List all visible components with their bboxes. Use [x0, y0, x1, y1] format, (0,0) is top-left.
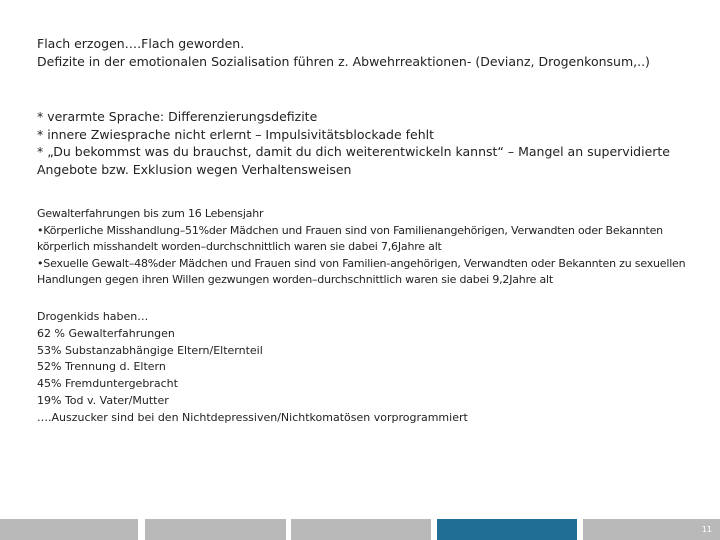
intro-line-2: Defizite in der emotionalen Sozialisation führen z. Abwehrreaktionen- (Devianz, Drogenkonsum,..) [37, 54, 650, 69]
drugkids-section [37, 309, 687, 427]
violence-heading: Gewalterfahrungen bis zum 16 Lebensjahr [37, 207, 264, 220]
footer-segment-active [437, 519, 577, 540]
drugkids-item: 19% Tod v. Vater/Mutter [37, 393, 169, 407]
violence-item: •Körperliche Misshandlung–51%der Mädchen und Frauen sind von Familienangehörigen, Verwandten oder Bekannten körperlich misshandelt worden–durchschnittlich waren sie dabei 7,6Jahre alt [37, 223, 663, 253]
drugkids-heading: Drogenkids haben… [37, 310, 149, 323]
drugkids-item: 53% Substanzabhängige Eltern/Elternteil [37, 343, 263, 357]
drugkids-item: 62 % Gewalterfahrungen [37, 326, 175, 340]
bullet-item: * innere Zwiesprache nicht erlernt – Impulsivitätsblockade fehlt [37, 126, 435, 142]
drugkids-item: 45% Fremduntergebracht [37, 377, 178, 391]
bullet-list [37, 108, 687, 178]
footer-segment [0, 519, 138, 540]
violence-item: •Sexuelle Gewalt–48%der Mädchen und Frauen sind von Familien-angehörigen, Verwandten oder Bekannten zu sexuellen Handlungen gegen ihren Willen gezwungen worden–durchschnittlich waren sie dabei 9,2Jahre alt [37, 256, 686, 286]
bullet-item: * „Du bekommst was du brauchst, damit du dich weiterentwickeln kannst“ – Mangel an supervidierte Angebote bzw. Exklusion wegen Verhaltensweisen [37, 144, 670, 177]
footer-segment [583, 519, 720, 540]
intro-line-1: Flach erzogen….Flach geworden. [37, 36, 245, 51]
drugkids-item: ….Auszucker sind bei den Nichtdepressiven/Nichtkomatösen vorprogrammiert [37, 410, 468, 424]
page-number: 11 [701, 525, 712, 534]
footer-segment [291, 519, 431, 540]
footer-bar [0, 519, 720, 540]
bullet-item: * verarmte Sprache: Differenzierungsdefizite [37, 109, 318, 124]
drugkids-item: 52% Trennung d. Eltern [37, 360, 166, 374]
footer-segment [145, 519, 286, 540]
violence-section [37, 206, 687, 289]
intro-block [37, 35, 687, 71]
